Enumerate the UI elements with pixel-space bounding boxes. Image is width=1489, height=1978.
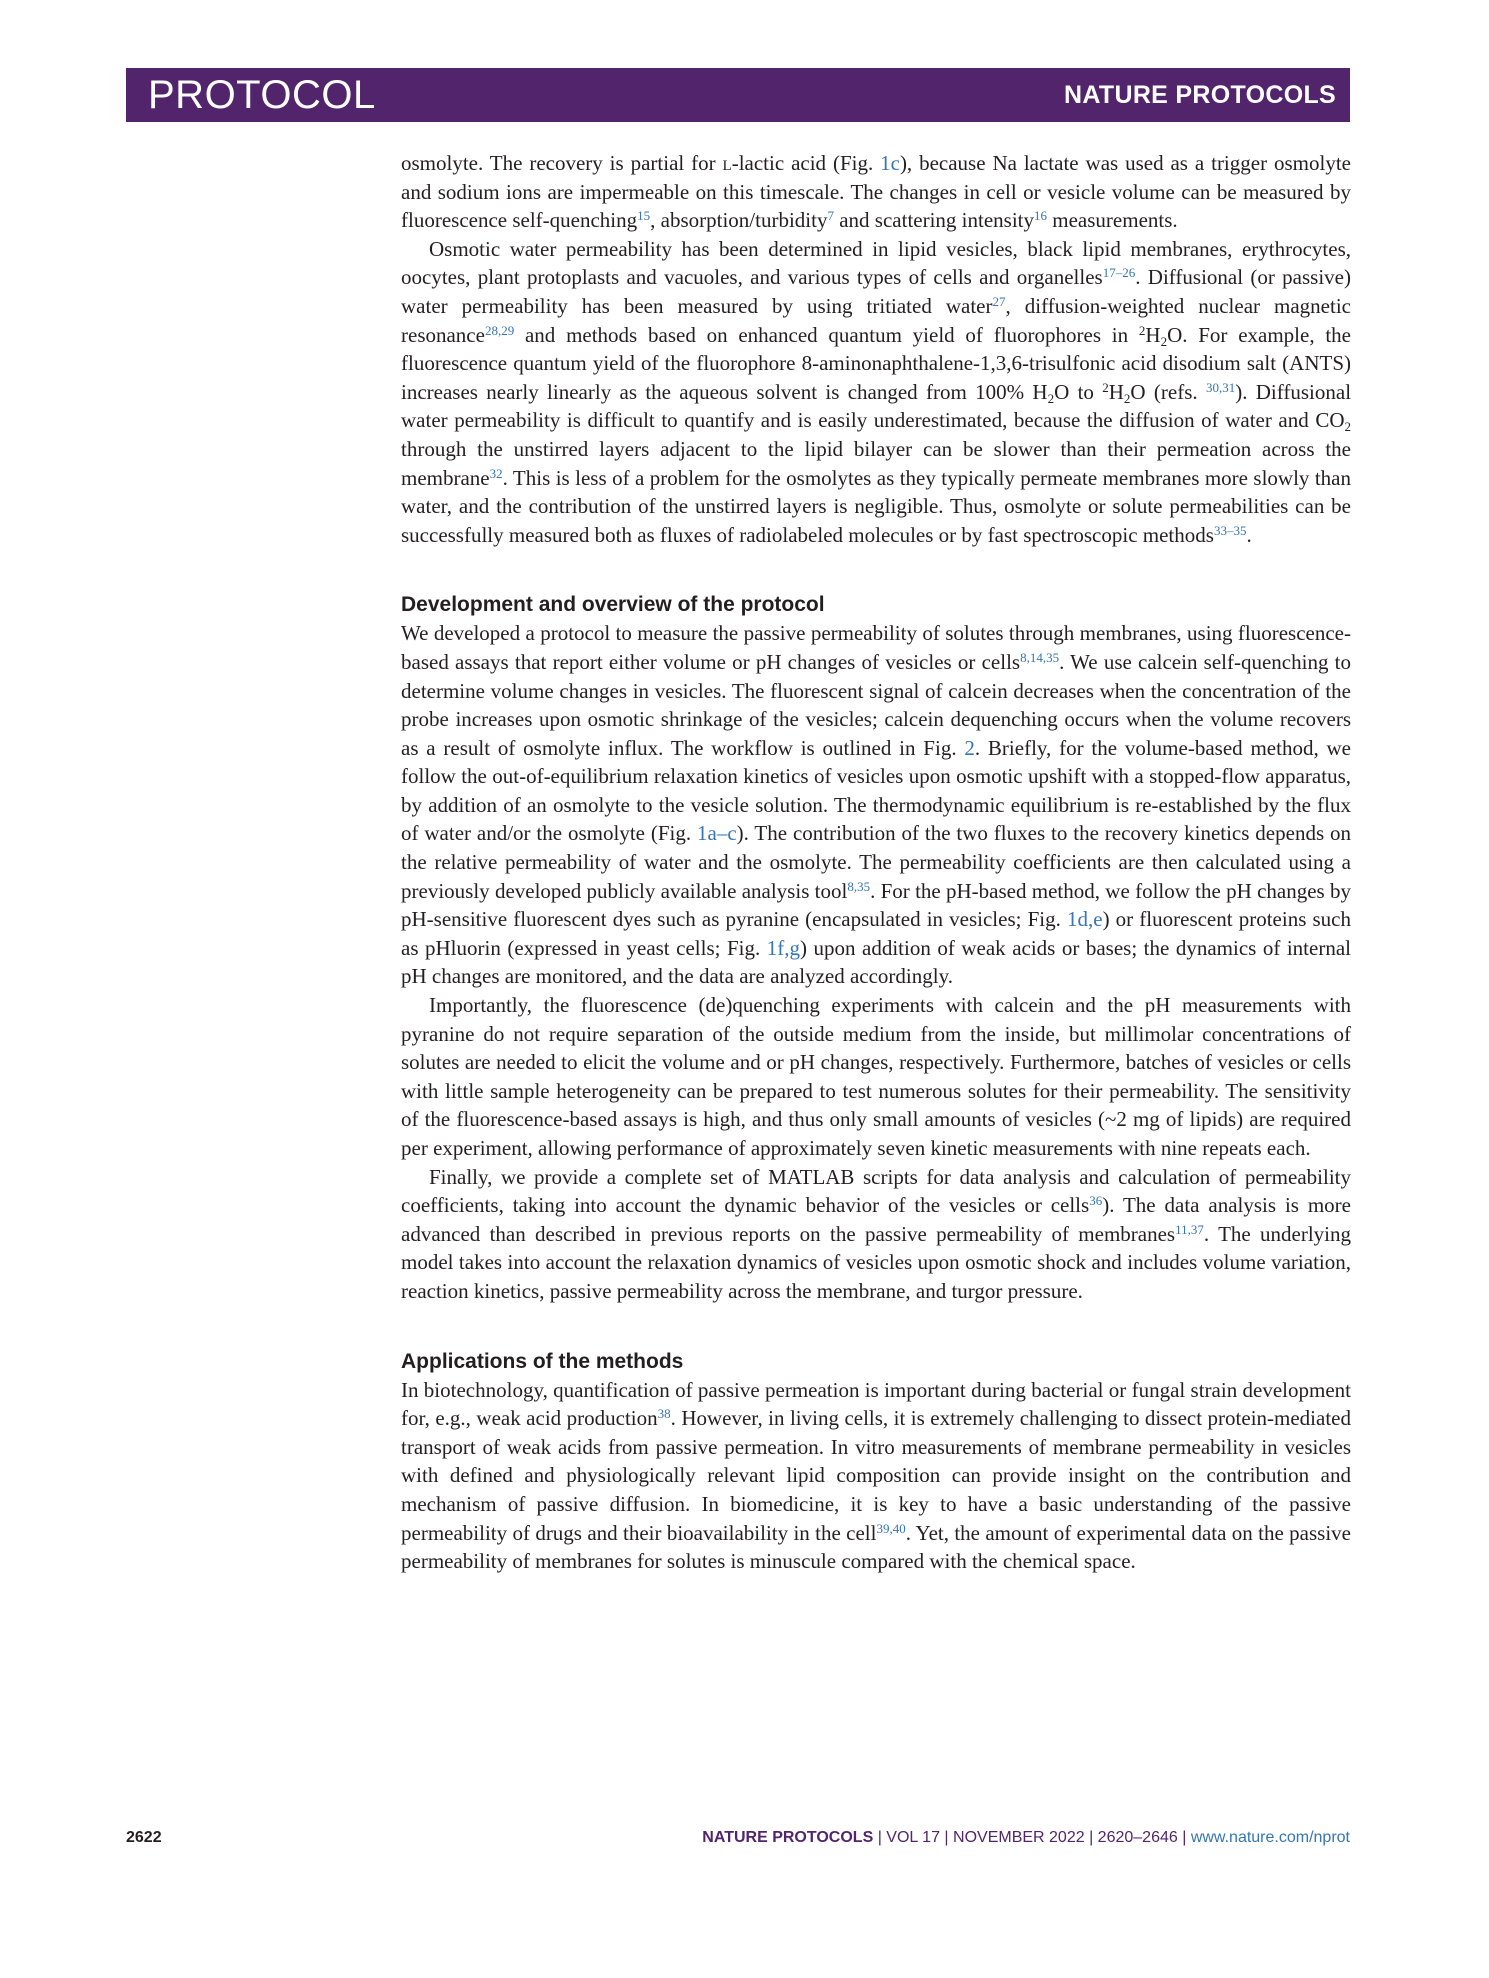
footer-citation: NATURE PROTOCOLS | VOL 17 | NOVEMBER 2022 | 2620–2646 | www.nature.com/nprot (702, 1829, 1350, 1846)
paragraph-2: Osmotic water permeability has been determined in lipid vesicles, black lipid membranes, erythrocytes, oocytes, plant protoplasts and vacuoles, and various types of cells and organelles$^{17-26}$. Diffusional (or passive) water permeability has been measured by using tritiated water$^{27}$, diffusion-weighted nuclear magnetic resonance$^{28,29}$ and methods based on enhanced quantum yield of fluorophores in $^2H_2O$. For example, the fluorescence quantum yield of the fluorophore 8-aminonaphthalene-1,3,6-trisulfonic acid disodium salt (ANTS) increases nearly linearly as the aqueous solvent is changed from 100% $H_2O$ to $^2H_2O$ (refs. $^{30,31}$). Diffusional water permeability is difficult to quantify and is easily underestimated, because the diffusion of water and $CO_2$ through the unstirred layers adjacent to the lipid bilayer can be slower than their permeation across the membrane$^{32}$. This is less of a problem for the osmolytes as they typically permeate membranes more slowly than water, and the contribution of the unstirred layers is negligible. Thus, osmolyte or solute permeabilities can be successfully measured both as fluxes of radiolabeled molecules or by fast spectroscopic methods$^{33-35}$. (401, 236, 1352, 547)
citation-30-31[interactable]: 30,31 (1205, 379, 1236, 395)
citation-15[interactable]: 15 (637, 208, 651, 224)
figure-link-2[interactable]: 2 (964, 735, 975, 760)
citation-39-40[interactable]: 39,40 (876, 1520, 906, 1536)
citation-11-37[interactable]: 11,37 (1175, 1221, 1204, 1237)
paragraph-6: In biotechnology, quantification of passive permeation is important during bacterial or fungal strain development for, e.g., weak acid production$^{38}$. However, in living cells, it is extremely challenging to dissect protein-mediated transport of weak acids from passive permeation. In vitro measurements of membrane permeability in vesicles with defined and physiologically relevant lipid composition can provide insight on the contribution and mechanism of passive diffusion. In biomedicine, it is key to have a basic understanding of the passive permeability of drugs and their bioavailability in the cell$^{39,40}$. Yet, the amount of experimental data on the passive permeability of membranes for solutes is minuscule compared with the chemical space. (401, 1377, 1351, 1574)
figure-link-1c[interactable]: 1c (880, 151, 900, 175)
page-number: 2622 (126, 1829, 162, 1846)
figure-link-1f-g[interactable]: 1f,g (766, 935, 801, 960)
citation-8-14-35[interactable]: 8,14,35 (1020, 649, 1060, 665)
citation-32[interactable]: 32 (489, 465, 503, 481)
citation-7[interactable]: 7 (827, 208, 834, 224)
header-bar (126, 68, 1350, 122)
paragraph-3: We developed a protocol to measure the passive permeability of solutes through membranes, using fluorescence-based assays that report either volume or pH changes of vesicles or cells$^{8,14,35}$. We use calcein self-quenching to determine volume changes in vesicles. The fluorescent signal of calcein decreases when the concentration of the probe increases upon osmotic shrinkage of the vesicles; calcein dequenching occurs when the volume recovers as a result of osmolyte influx. The workflow is outlined in Fig. 2. Briefly, for the volume-based method, we follow the out-of-equilibrium relaxation kinetics of vesicles upon osmotic upshift with a stopped-flow apparatus, by addition of an osmolyte to the vesicle solution. The thermodynamic equilibrium is re-established by the flux of water and/or the osmolyte (Fig. 1a–c). The contribution of the two fluxes to the recovery kinetics depends on the relative permeability of water and the osmolyte. The permeability coefficients are then calculated using a previously developed publicly available analysis tool$^{8,35}$. For the pH-based method, we follow the pH changes by pH-sensitive fluorescent dyes such as pyranine (encapsulated in vesicles; Fig. 1d,e) or fluorescent proteins such as pHluorin (expressed in yeast cells; Fig. 1f,g) upon addition of weak acids or bases; the dynamics of internal pH changes are monitored, and the data are analyzed accordingly. (401, 621, 1352, 989)
footer-volume: VOL 17 (886, 1829, 940, 1846)
citation-36[interactable]: 36 (1089, 1193, 1103, 1209)
citation-27[interactable]: 27 (992, 293, 1006, 309)
citation-16[interactable]: 16 (1034, 208, 1048, 224)
citation-8-35[interactable]: 8,35 (847, 878, 871, 894)
footer-url-link[interactable]: www.nature.com/nprot (1190, 1829, 1350, 1846)
journal-label: NATURE PROTOCOLS (1064, 81, 1336, 109)
footer-journal: NATURE PROTOCOLS (702, 1829, 874, 1846)
citation-33-35[interactable]: 33–35 (1213, 522, 1247, 538)
section-heading-development: Development and overview of the protocol (401, 593, 825, 617)
article-body (401, 149, 1351, 1576)
paragraph-4: Importantly, the fluorescence (de)quenching experiments with calcein and the pH measurements with pyranine do not require separation of the outside medium from the inside, but millimolar concentrations of solutes are needed to elicit the volume and or pH changes, respectively. Furthermore, batches of vesicles or cells with little sample heterogeneity can be prepared to test numerous solutes for their permeability. The sensitivity of the fluorescence-based assays is high, and thus only small amounts of vesicles (~2 mg of lipids) are required per experiment, allowing performance of approximately seven kinetic measurements with nine repeats each. (401, 993, 1351, 1160)
section-heading-applications: Applications of the methods (401, 1349, 684, 1373)
footer-pages: 2620–2646 (1097, 1829, 1178, 1846)
citation-28-29[interactable]: 28,29 (484, 322, 515, 338)
figure-link-1a-c[interactable]: 1a–c (697, 821, 737, 846)
citation-17-26[interactable]: 17–26 (1102, 265, 1136, 281)
footer-date: NOVEMBER 2022 (953, 1829, 1085, 1846)
paragraph-1: osmolyte. The recovery is partial for l-lactic acid (Fig. 1c), because Na lactate was used as a trigger osmolyte and sodium ions are impermeable on this timescale. The changes in cell or vesicle volume can be measured by fluorescence self-quenching$^{15}$, absorption/turbidity$^7$ and scattering intensity$^{16}$ measurements. (401, 151, 1351, 233)
figure-link-1d-e[interactable]: 1d,e (1066, 907, 1103, 932)
paragraph-5: Finally, we provide a complete set of MATLAB scripts for data analysis and calculation of permeability coefficients, taking into account the dynamic behavior of the vesicles or cells$^{36}$). The data analysis is more advanced than described in previous reports on the passive permeability of membranes$^{11,37}$. The underlying model takes into account the relaxation dynamics of vesicles upon osmotic shock and includes volume variation, reaction kinetics, passive permeability across the membrane, and turgor pressure. (401, 1164, 1351, 1303)
section-label: PROTOCOL (148, 73, 376, 117)
citation-38[interactable]: 38 (657, 1406, 671, 1422)
